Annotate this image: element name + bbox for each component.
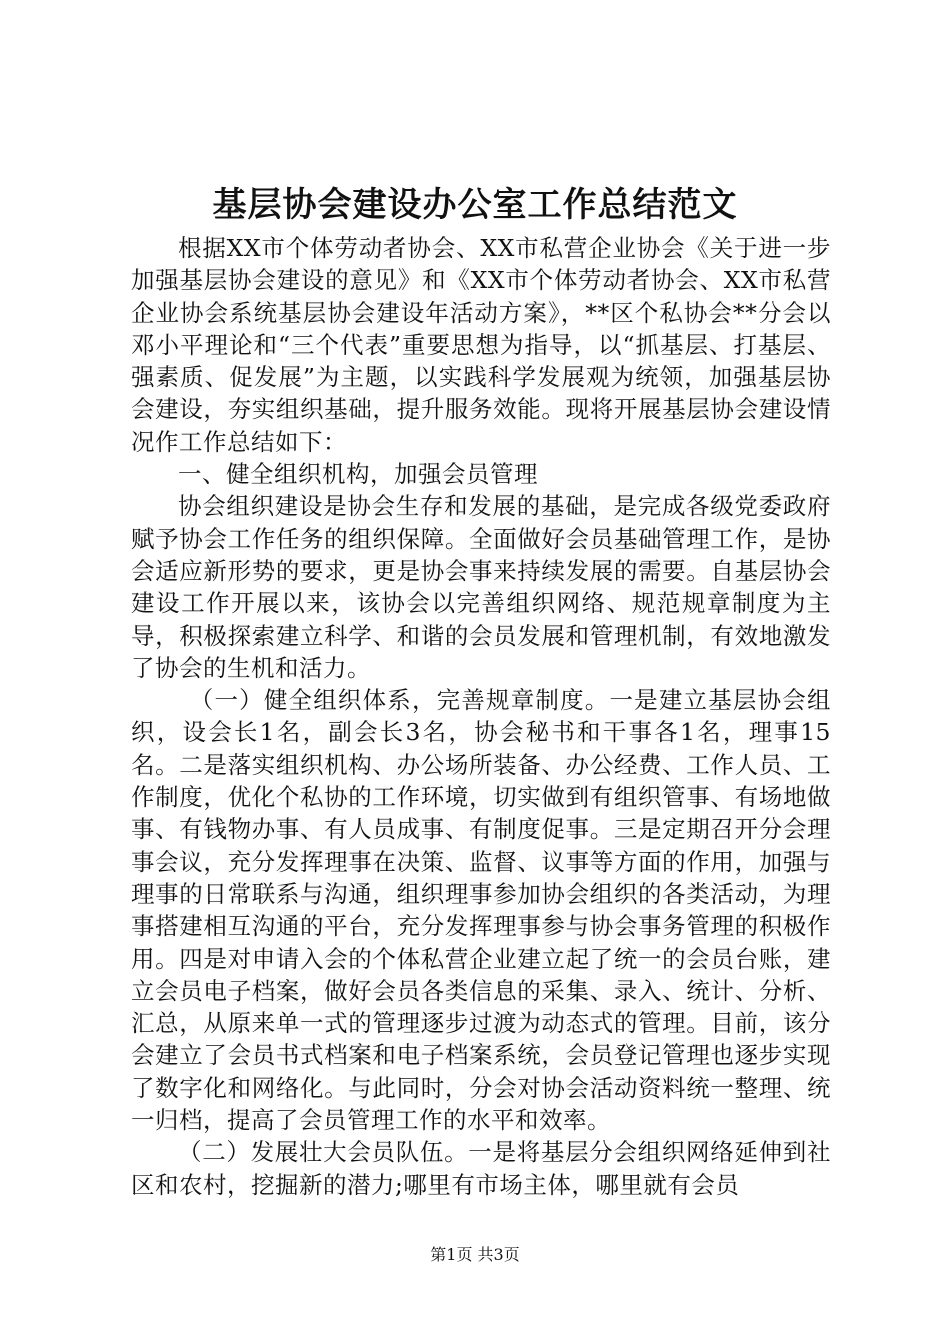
subsection-paragraph-1: （一）健全组织体系，完善规章制度。一是建立基层协会组织，设会长1名，副会长3名，协会秘书和干事各1名，理事15名。二是落实组织机构、办公场所装备、办公经费、工作人员、工作制度，优化个私协的工作环境，切实做到有组织管事、有场地做事、有钱物办事、有人员成事、有制度促事。三是定期召开分会理事会议，充分发挥理事在决策、监督、议事等方面的作用，加强与理事的日常联系与沟通，组织理事参加协会组织的各类活动，为理事搭建相互沟通的平台，充分发挥理事参与协会事务管理的积极作用。四是对申请入会的个体私营企业建立起了统一的会员台账，建立会员电子档案，做好会员各类信息的采集、录入、统计、分析、汇总，从原来单一式的管理逐步过渡为动态式的管理。目前，该分会建立了会员书式档案和电子档案系统，会员登记管理也逐步实现了数字化和网络化。与此同时，分会对协会活动资料统一整理、统一归档，提高了会员管理工作的水平和效率。	[131, 686, 831, 1135]
subsection-paragraph-2: （二）发展壮大会员队伍。一是将基层分会组织网络延伸到社区和农村，挖掘新的潜力;哪里有市场主体，哪里就有会员	[131, 1138, 831, 1199]
intro-paragraph: 根据XX市个体劳动者协会、XX市私营企业协会《关于进一步加强基层协会建设的意见》和《XX市个体劳动者协会、XX市私营企业协会系统基层协会建设年活动方案》，**区个私协会**分会以邓小平理论和“三个代表”重要思想为指导，以“抓基层、打基层、强素质、促发展”为主题，以实践科学发展观为统领，加强基层协会建设，夯实组织基础，提升服务效能。现将开展基层协会建设情况作工作总结如下：	[131, 234, 831, 456]
document-title: 基层协会建设办公室工作总结范文	[212, 185, 738, 225]
body-paragraph: 协会组织建设是协会生存和发展的基础，是完成各级党委政府赋予协会工作任务的组织保障。全面做好会员基础管理工作，是协会适应新形势的要求，更是协会事来持续发展的需要。自基层协会建设工作开展以来，该协会以完善组织网络、规范规章制度为主导，积极探索建立科学、和谐的会员发展和管理机制，有效地激发了协会的生机和活力。	[131, 492, 831, 682]
page-footer: 第1页 共3页	[430, 1245, 520, 1264]
document-body	[131, 232, 831, 1201]
section-heading: 一、健全组织机构，加强会员管理	[178, 460, 538, 489]
